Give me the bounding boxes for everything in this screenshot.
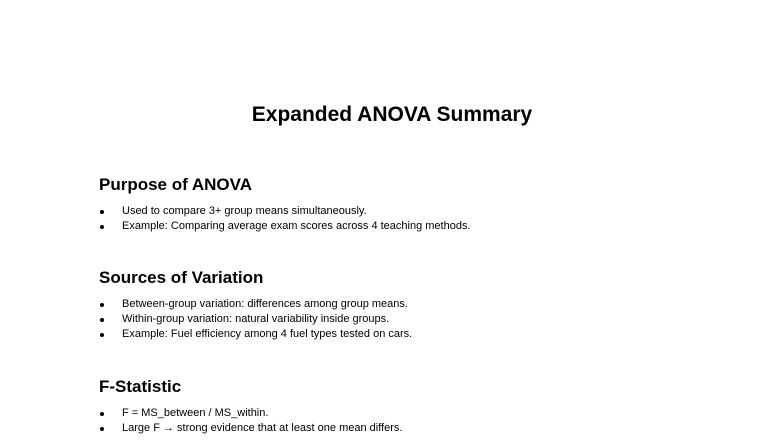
bullet-list: [99, 406, 739, 436]
bullet-icon: [100, 210, 104, 214]
section-heading: Sources of Variation: [99, 268, 264, 287]
list-item: [99, 219, 739, 234]
section-purpose-of-anova: [99, 174, 739, 234]
list-item-text: F = MS_between / MS_within.: [122, 407, 269, 419]
document-title: Expanded ANOVA Summary: [251, 103, 533, 126]
list-item-text: Example: Fuel efficiency among 4 fuel types tested on cars.: [122, 328, 413, 340]
list-item-text: Large F → strong evidence that at least one mean differs.: [122, 422, 403, 434]
list-item-text: Within-group variation: natural variability inside groups.: [122, 313, 390, 325]
bullet-icon: [100, 303, 104, 307]
list-item-text: Between-group variation: differences among group means.: [122, 298, 408, 310]
bullet-icon: [100, 318, 104, 322]
list-item: [99, 297, 739, 312]
bullet-list: [99, 297, 739, 342]
list-item-text: Used to compare 3+ group means simultaneously.: [122, 205, 367, 217]
bullet-icon: [100, 333, 104, 337]
bullet-icon: [100, 412, 104, 416]
bullet-icon: [100, 225, 104, 229]
bullet-list: [99, 204, 739, 234]
section-heading: F-Statistic: [99, 377, 182, 396]
list-item-text: Example: Comparing average exam scores across 4 teaching methods.: [122, 220, 471, 232]
list-item: [99, 327, 739, 342]
list-item: [99, 312, 739, 327]
list-item: [99, 406, 739, 421]
list-item: [99, 421, 739, 436]
section-heading: Purpose of ANOVA: [99, 175, 253, 194]
bullet-icon: [100, 427, 104, 431]
section-sources-of-variation: [99, 267, 739, 342]
list-item: [99, 204, 739, 219]
section-f-statistic: [99, 376, 739, 436]
